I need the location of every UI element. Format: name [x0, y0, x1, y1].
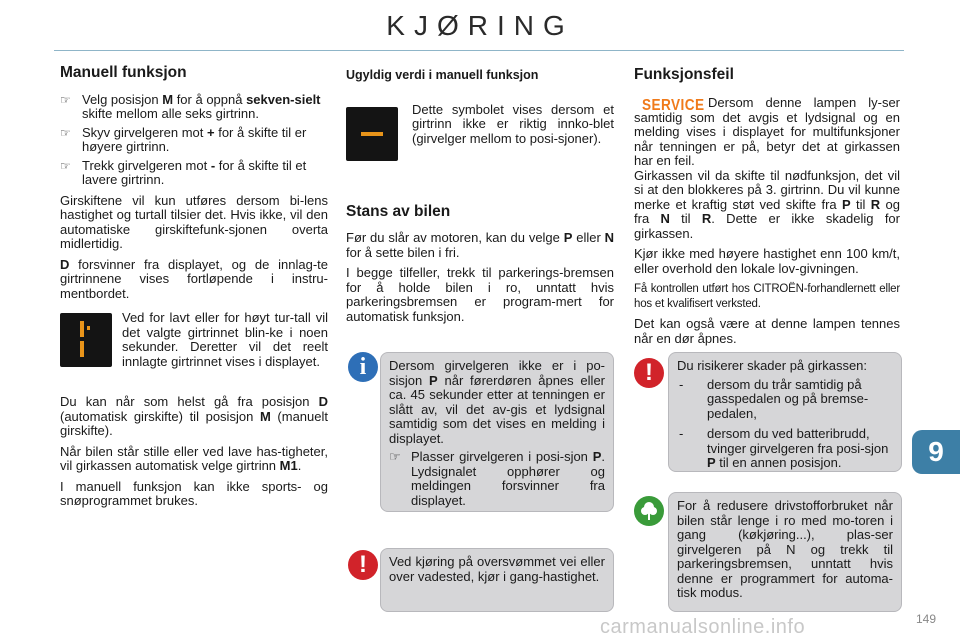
info-box	[380, 352, 614, 512]
manual-bullets	[60, 93, 328, 188]
bullet-icon: ☞	[389, 449, 401, 464]
warning-box-gearbox	[668, 352, 902, 472]
section-heading-manual: Manuell funksjon	[60, 64, 187, 81]
paragraph: Det kan også være at denne lampen tennes når en dør åpnes.	[634, 316, 900, 346]
section-heading-fault: Funksjonsfeil	[634, 66, 734, 83]
service-warning-icon: SERVICE	[642, 96, 705, 114]
warning-box-text: Ved kjøring på oversvømmet vei eller over vadested, kjør i gang-hastighet.	[389, 554, 605, 584]
paragraph: D forsvinner fra displayet, og de innlag-te girtrinnene vises fortløpende i instru-mentbordet.	[60, 256, 328, 301]
warning-box-intro: Du risikerer skader på girkassen:	[677, 358, 868, 373]
header-divider	[54, 50, 904, 51]
warning-list	[677, 378, 893, 471]
bullet-icon: ☞	[60, 125, 71, 140]
info-box-text: Dersom girvelgeren ikke er i po-sisjon P når førerdøren åpnes eller ca. 45 sekunder etter at tenningen er slått av, vil det av-gis et lydsignal samtidig som det vises en melding i displayet.	[389, 358, 606, 446]
chapter-tab: 9	[912, 430, 960, 474]
paragraph: Girkassen vil da skifte til nødfunksjon, det vil si at den blokkeres på 3. girtrinn. Du vil kunne merke et kraftig støt ved skifte fra P til R og fra N til R. Dette er ikke skadelig for girkassen.	[634, 167, 900, 241]
paragraph: Kjør ikke med høyere hastighet enn 100 km/t, eller overhold den lokale lov-givningen.	[634, 246, 900, 276]
paragraph: I begge tilfeller, trekk til parkerings-bremsen for å holde bilen i ro, unntatt hvis parkeringsbremsen er program-mert for automatisk funksjon.	[346, 265, 614, 324]
right-column	[634, 68, 900, 352]
list-item: ☞ Velg posisjon M for å oppnå sekven-sielt skifte mellom alle seks girtrinn.	[60, 91, 321, 121]
bullet-icon: ☞	[60, 92, 71, 107]
page-title: KJØRING	[386, 10, 574, 41]
gear-display-icon	[60, 313, 112, 367]
paragraph: Dersom denne lampen ly-ser samtidig som det avgis et lydsignal og en melding vises i displayet for multifunksjoner når tenningen er på, betyr det at girkassen har en feil.	[634, 95, 900, 168]
warning-box-flood	[380, 548, 614, 612]
paragraph: Få kontrollen utført hos CITROËN-forhandlernett eller hos et kvalifisert verksted.	[634, 283, 900, 310]
eco-box	[668, 492, 902, 612]
paragraph: Girskiftene vil kun utføres dersom bi-lens hastighet og turtall tilsier det. Hvis ikke, vil den automatiske girskiftefunk-sjonen overta midlertidig.	[60, 192, 328, 251]
left-column	[60, 66, 328, 515]
subheading-invalid-value: Ugyldig verdi i manuell funksjon	[346, 68, 539, 82]
middle-column	[346, 68, 614, 330]
warning-icon: !	[634, 358, 664, 388]
warning-icon: !	[348, 550, 378, 580]
section-heading-stop: Stans av bilen	[346, 202, 451, 220]
watermark: carmanualsonline.info	[600, 616, 806, 638]
paragraph: Når bilen står stille eller ved lave has-tigheter, vil girkassen automatisk velge girtrinn M1.	[60, 443, 328, 473]
bullet-icon: ☞	[60, 158, 71, 173]
paragraph: I manuell funksjon kan ikke sports- og snøprogrammet brukes.	[60, 478, 328, 508]
list-item: ☞ Trekk girvelgeren mot - for å skifte til et lavere girtrinn.	[60, 157, 307, 187]
eco-box-text: For å redusere drivstofforbruket når bilen står lenge i ro med mo-toren i gang (køkjøring...), plas-ser girvelgeren på N og trekk til parkeringsbremsen, unntatt hvis denne er programmert for automa-tisk modus.	[677, 498, 893, 600]
list-item: ☞ Skyv girvelgeren mot + for å skifte til er høyere girtrinn.	[60, 124, 307, 154]
symbol-note	[346, 103, 614, 187]
paragraph: Du kan når som helst gå fra posisjon D (automatisk girskifte) til posisjon M (manuelt girskifte).	[60, 394, 328, 438]
info-icon: i	[348, 352, 378, 382]
symbol-note-text: Dette symbolet vises dersom et girtrinn ikke er riktig innko-blet (girvelger mellom to posi-sjoner).	[412, 101, 614, 146]
dash-symbol-icon	[346, 107, 398, 161]
list-item: ☞ Plasser girvelgeren i posi-sjon P. Lydsignalet opphører og meldingen forsvinner fra displayet.	[389, 449, 605, 508]
page-number: 149	[916, 612, 937, 626]
display-note	[60, 311, 328, 389]
list-item: - dersom du trår samtidig på gasspedalen og på bremse-pedalen,	[679, 376, 869, 421]
paragraph: Før du slår av motoren, kan du velge P eller N for å sette bilen i fri.	[346, 230, 614, 260]
display-note-text: Ved for lavt eller for høyt tur-tall vil det valgte girtrinnet blin-ke i noen sekunder. Deretter vil det reelt innlagte girtrinnet vises i displayet.	[122, 310, 328, 369]
list-item: - dersom du ved batteribrudd, tvinger girvelgeren fra posi-sjon P til en annen posisjon.	[679, 426, 889, 470]
eco-leaf-icon	[634, 496, 664, 526]
